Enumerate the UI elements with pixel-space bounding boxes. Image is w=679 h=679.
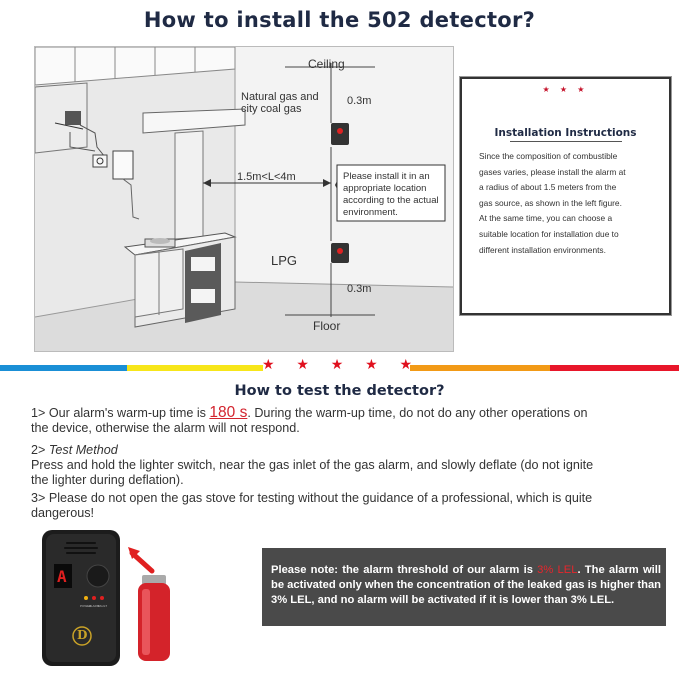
bottom-distance-label: 0.3m (347, 283, 372, 295)
lpg-label: LPG (271, 253, 298, 268)
step-1-text: 1> Our alarm's warm-up time is (31, 406, 210, 420)
step-3-line2: dangerous! (31, 506, 95, 520)
page-title: How to install the 502 detector? (143, 8, 536, 32)
install-note-line2: appropriate location (343, 183, 427, 194)
card-body (479, 149, 669, 258)
gas-label-line2: city coal gas (241, 103, 302, 115)
star-icon: ★ (365, 356, 378, 372)
detector-led-label-alarm: ALARM (89, 604, 100, 608)
gas-detector-image (40, 528, 122, 668)
star-icon: ★ (296, 356, 309, 372)
note-lead: Please note (271, 564, 335, 576)
lighter-image (126, 545, 186, 663)
step-2-line2: the lighter during deflation). (31, 473, 184, 487)
install-note-line4: environment. (343, 207, 398, 218)
detector-led-label-fault: FAULT (98, 604, 108, 608)
star-icon: ★ (399, 356, 412, 372)
card-stars: ★ ★ ★ (542, 85, 589, 94)
ceiling-label: Ceiling (308, 57, 345, 71)
card-line: a radius of about 1.5 meters from the (479, 182, 617, 193)
install-note-line3: according to the actual (343, 195, 439, 206)
warmup-time-value: 180 s (209, 404, 248, 421)
star-icon: ★ (330, 356, 344, 372)
card-divider (510, 141, 622, 142)
step-3-line1: 3> Please do not open the gas stove for testing without the guidance of a professional, which is quite (31, 491, 593, 505)
gas-label-line1: Natural gas and (241, 91, 319, 103)
note-threshold: 3% LEL (537, 564, 578, 576)
card-line: gases varies, please install the alarm at (479, 166, 626, 177)
step-3 (31, 491, 676, 521)
installation-instructions-card (459, 76, 672, 316)
star-icon: ★ (262, 356, 275, 372)
note-text (271, 563, 661, 608)
alarm-threshold-note (262, 548, 666, 626)
band-yellow (127, 365, 263, 371)
card-line: suitable location for installation due to (479, 228, 619, 239)
test-section-title: How to test the detector? (234, 383, 445, 399)
band-red (550, 365, 679, 371)
range-label: 1.5m<L<4m (237, 171, 296, 183)
detector-led-label-power: POWER (80, 604, 92, 608)
top-distance-label: 0.3m (347, 95, 372, 107)
step-2-line1: Press and hold the lighter switch, near the gas inlet of the gas alarm, and slowly deflate (do not ignite (31, 458, 594, 472)
test-method-heading: Test Method (48, 443, 118, 457)
step-2 (31, 443, 676, 488)
install-note-line1: Please install it in an (343, 171, 430, 182)
separator-stars (262, 356, 412, 373)
card-line: Since the composition of combustible (479, 151, 618, 161)
step-1-text-cont: . During the warm-up time, do not do any other operations on (247, 406, 588, 420)
card-heading: Installation Instructions (494, 127, 637, 139)
card-line: different installation environments. (479, 244, 606, 255)
brand-logo: D (77, 628, 88, 642)
band-blue (0, 365, 127, 371)
step-2-prefix: 2> (31, 443, 49, 457)
floor-label: Floor (313, 319, 341, 333)
note-part2: . The alarm will be activated only when the concentration of the leaked gas is higher than 3% LEL, and no alarm will be activated if it is lower than 3% LEL. (271, 564, 661, 606)
card-line: At the same time, you can choose a (479, 213, 613, 224)
band-orange (410, 365, 550, 371)
step-1-line2: the device, otherwise the alarm will not respond. (31, 421, 300, 435)
card-line: gas source, as shown in the left figure. (479, 197, 622, 208)
note-part1: : the alarm threshold of our alarm is (334, 564, 538, 576)
installation-diagram (34, 46, 454, 352)
detector-display-digit: A (57, 567, 67, 586)
step-1 (31, 405, 676, 436)
